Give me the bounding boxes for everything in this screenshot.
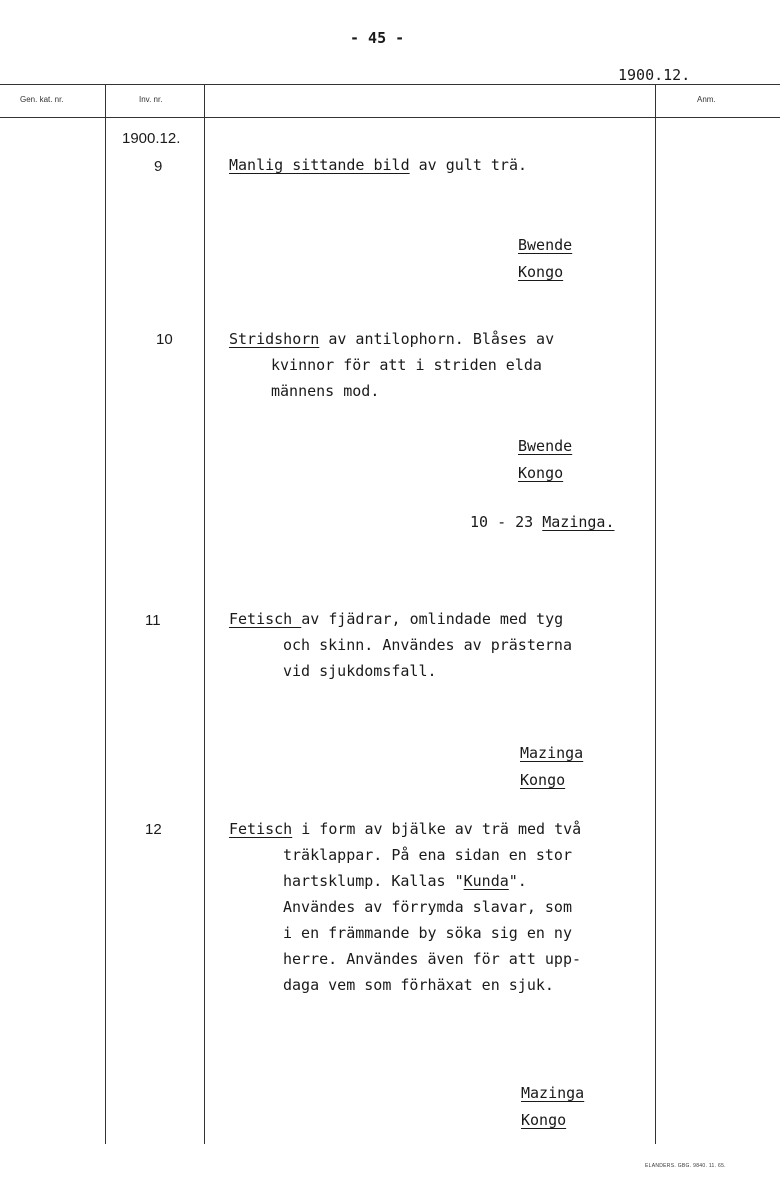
- entry-description: [229, 816, 581, 998]
- origin-region: Kongo: [521, 1111, 567, 1129]
- entry-line: daga vem som förhäxat en sjuk.: [283, 976, 554, 994]
- range-note-place: Mazinga.: [542, 513, 615, 531]
- column-label-anm: Anm.: [697, 95, 716, 104]
- entry-inv-number: 10: [156, 331, 173, 348]
- entry-text: hartsklump. Kallas ": [283, 872, 464, 890]
- header-rule-top: [0, 84, 780, 85]
- entry-line: männens mod.: [271, 382, 380, 400]
- header-rule-bottom: [0, 117, 780, 118]
- page-number: - 45 -: [350, 29, 405, 47]
- entry-inv-number: 9: [154, 158, 163, 175]
- entry-line: [229, 868, 581, 894]
- entry-line: [229, 816, 581, 842]
- entry-line: och skinn. Användes av prästerna: [283, 636, 572, 654]
- column-divider-text: [204, 84, 205, 1144]
- entry-line: [229, 606, 572, 632]
- entry-line: herre. Användes även för att upp-: [283, 950, 582, 968]
- entry-origin: [521, 1080, 584, 1134]
- entry-origin: [518, 433, 572, 487]
- entry-text: av gult trä.: [409, 156, 528, 174]
- entry-text: av antilophorn. Blåses av: [319, 330, 555, 348]
- entry-line: vid sjukdomsfall.: [283, 662, 437, 680]
- entry-term: Stridshorn: [229, 330, 320, 348]
- entry-term: Fetisch: [229, 610, 302, 628]
- column-divider-anm: [655, 84, 656, 1144]
- column-label-inv: Inv. nr.: [139, 95, 163, 104]
- entry-inv-number: 11: [145, 612, 161, 629]
- entry-text: i form av bjälke av trä med två: [292, 820, 582, 838]
- origin-place: Mazinga: [521, 1084, 585, 1102]
- entry-description: [229, 152, 527, 178]
- origin-place: Bwende: [518, 437, 573, 455]
- entry-origin: [518, 232, 572, 286]
- entry-text: ".: [508, 872, 527, 890]
- entry-inv-number: 12: [145, 821, 162, 838]
- printer-imprint: ELANDERS. GBG. 9840. 11. 65.: [645, 1163, 726, 1169]
- column-label-gen-kat: Gen. kat. nr.: [20, 95, 64, 104]
- origin-place: Bwende: [518, 236, 573, 254]
- entry-term: Fetisch: [229, 820, 293, 838]
- origin-place: Mazinga: [520, 744, 584, 762]
- entry-line: [229, 326, 554, 352]
- entry-line: träklappar. På ena sidan en stor: [283, 846, 572, 864]
- entry-description: [229, 326, 554, 404]
- origin-region: Kongo: [518, 263, 564, 281]
- entry-line: Användes av förrymda slavar, som: [283, 898, 572, 916]
- entry-text: av fjädrar, omlindade med tyg: [301, 610, 564, 628]
- header-date: 1900.12.: [618, 66, 691, 84]
- origin-region: Kongo: [518, 464, 564, 482]
- entry-line: kvinnor för att i striden elda: [271, 356, 542, 374]
- entry-term: Manlig sittande bild: [229, 156, 410, 174]
- entry-line: i en främmande by söka sig en ny: [283, 924, 572, 942]
- column-divider-inv: [105, 84, 106, 1144]
- range-note: [470, 509, 615, 535]
- range-note-prefix: 10 - 23: [470, 513, 543, 531]
- origin-region: Kongo: [520, 771, 566, 789]
- entry-line: [229, 152, 527, 178]
- entry-description: [229, 606, 572, 684]
- entry-origin: [520, 740, 583, 794]
- entry-date: 1900.12.: [122, 130, 181, 147]
- entry-term: Kunda: [463, 872, 509, 890]
